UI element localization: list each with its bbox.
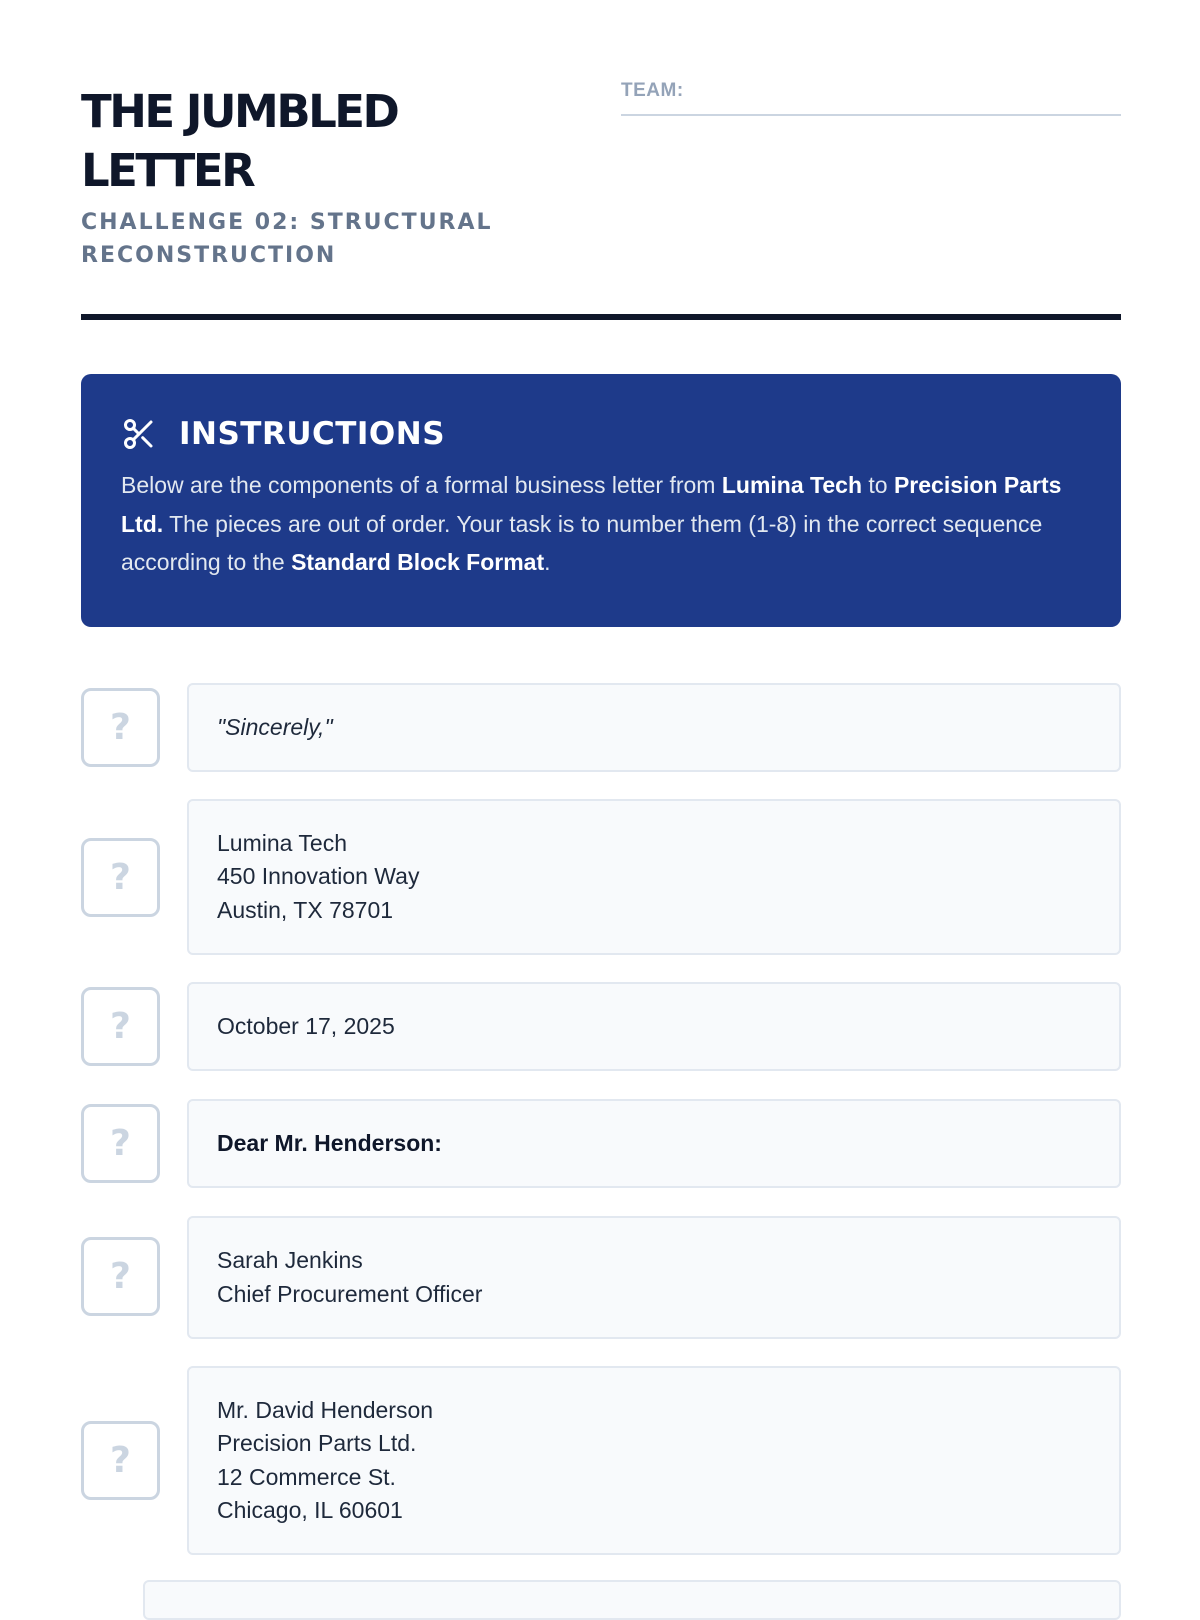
letter-piece-row xyxy=(81,1216,1121,1339)
instructions-text-part: . xyxy=(544,549,551,575)
sequence-number-box[interactable]: ? xyxy=(81,987,160,1066)
instructions-header xyxy=(121,414,1081,454)
team-name-field[interactable] xyxy=(621,80,1121,116)
piece-line: Chief Procurement Officer xyxy=(217,1280,483,1307)
letter-piece-row xyxy=(81,982,1121,1071)
piece-line: 450 Innovation Way xyxy=(217,863,420,890)
piece-line: Sarah Jenkins xyxy=(217,1247,363,1273)
scissors-icon xyxy=(121,416,157,452)
letter-piece-card xyxy=(187,683,1121,772)
letter-piece-card xyxy=(187,1366,1121,1555)
letter-piece-card xyxy=(187,1099,1121,1188)
instructions-text-part: to xyxy=(862,472,894,498)
piece-line: Austin, TX 78701 xyxy=(217,896,394,923)
letter-piece-card xyxy=(187,1216,1121,1339)
letter-piece-row xyxy=(81,1366,1121,1555)
piece-line: "Sincerely," xyxy=(217,713,333,740)
piece-line: Lumina Tech xyxy=(217,829,347,856)
piece-line: Precision Parts Ltd. xyxy=(217,1430,417,1456)
sequence-number-box[interactable]: ? xyxy=(81,838,160,917)
letter-piece-row xyxy=(81,683,1121,772)
instructions-text xyxy=(121,466,1081,582)
instructions-panel xyxy=(81,374,1121,627)
piece-line: Mr. David Henderson xyxy=(217,1396,434,1423)
page-subtitle: CHALLENGE 02: STRUCTURAL RECONSTRUCTION xyxy=(81,210,493,268)
letter-piece-row xyxy=(81,1099,1121,1188)
sequence-number-box[interactable]: ? xyxy=(81,688,160,767)
piece-line: Dear Mr. Henderson: xyxy=(217,1129,442,1156)
instructions-text-part: The pieces are out of order. Your task is to number them (1-8) in the correct sequence according to the xyxy=(121,510,1043,575)
sender-name: Lumina Tech xyxy=(721,472,862,498)
letter-piece-row xyxy=(81,799,1121,955)
team-label: TEAM: xyxy=(621,80,684,101)
letter-piece-card xyxy=(187,982,1121,1071)
piece-line: Chicago, IL 60601 xyxy=(217,1497,403,1523)
format-name: Standard Block Format xyxy=(291,549,545,575)
sequence-number-box[interactable]: ? xyxy=(81,1104,160,1183)
page-title: THE JUMBLED LETTER xyxy=(81,85,398,197)
worksheet-header xyxy=(81,0,1119,322)
piece-line: October 17, 2025 xyxy=(217,1012,395,1039)
piece-line: 12 Commerce St. xyxy=(217,1463,396,1490)
recipient-name: Precision Parts Ltd. xyxy=(121,472,1062,537)
sequence-number-box[interactable]: ? xyxy=(81,1237,160,1316)
letter-piece-card xyxy=(187,799,1121,955)
instructions-text-part: Below are the components of a formal business letter from xyxy=(121,472,722,498)
sequence-number-box[interactable]: ? xyxy=(81,1421,160,1500)
letter-piece-card-partial xyxy=(143,1580,1121,1620)
instructions-title: INSTRUCTIONS xyxy=(179,416,446,452)
header-divider xyxy=(81,314,1121,320)
